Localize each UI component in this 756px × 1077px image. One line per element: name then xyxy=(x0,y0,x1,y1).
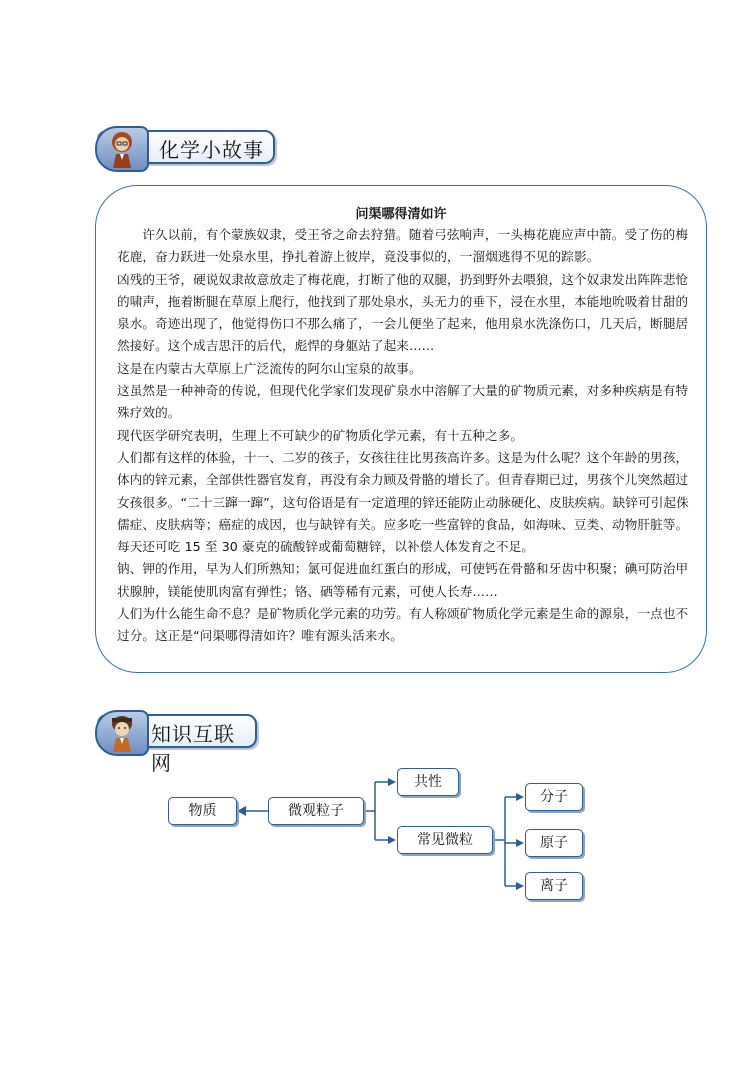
story-paragraph: 许久以前，有个蒙族奴隶，受王爷之命去狩猎。随着弓弦响声，一头梅花鹿应声中箭。受了伤的梅花鹿，奋力跃进一处泉水里，挣扎着游上彼岸，竟没事似的，一溜烟逃得不见的踪影。 xyxy=(117,227,689,265)
story-title: 问渠哪得清如许 xyxy=(355,207,447,222)
node-micro-particles: 微观粒子 xyxy=(268,797,364,825)
node-common-particles: 常见微粒 xyxy=(397,826,493,854)
story-paragraph: 现代医学研究表明，生理上不可缺少的矿物质化学元素，有十五种之多。 xyxy=(117,427,524,443)
node-molecule: 分子 xyxy=(525,783,583,811)
story-paragraph: 这虽然是一种神奇的传说，但现代化学家们发现矿泉水中溶解了大量的矿物质元素，对多种疾病是有特殊疗效的。 xyxy=(117,383,689,421)
section-title: 知识互联网 xyxy=(151,722,235,775)
node-ion: 离子 xyxy=(525,872,583,900)
node-matter: 物质 xyxy=(168,797,237,825)
section-title: 化学小故事 xyxy=(159,138,264,162)
node-commonality: 共性 xyxy=(397,768,459,796)
story-paragraph: 凶残的王爷，硬说奴隶故意放走了梅花鹿，打断了他的双腿，扔到野外去喂狼，这个奴隶发出阵阵悲怆的啸声，拖着断腿在草原上爬行，他找到了那处泉水，头无力的垂下，浸在水里，本能地吮吸着甘甜的泉水。奇迹出现了，他觉得伤口不那么痛了，一会儿便坐了起来，他用泉水洗涤伤口，几天后，断腿居然接好。这个成吉思汗的后代，彪悍的身躯站了起来…… xyxy=(117,271,689,354)
story-paragraph: 这是在内蒙古大草原上广泛流传的阿尔山宝泉的故事。 xyxy=(117,360,422,376)
story-paragraph: 人们为什么能生命不息？是矿物质化学元素的功劳。有人称颂矿物质化学元素是生命的源泉，一点也不过分。这正是“问渠哪得清如许？唯有源头活来水。 xyxy=(117,606,689,644)
story-paragraph: 人们都有这样的体验，十一、二岁的孩子，女孩往往比男孩高许多。这是为什么呢？这个年龄的男孩，体内的锌元素，全部供性器官发育，再没有余力顾及骨骼的增长了。但青春期已过，男孩个儿突然超过女孩很多。“二十三蹿一蹿”，这句俗语是有一定道理的锌还能防止动脉硬化、皮肤疾病。缺锌可引起侏儒症、皮肤病等；癌症的成因，也与缺锌有关。应多吃一些富锌的食品，如海味、豆类、动物肝脏等。每天还可吃 15 至 30 豪克的硫酸锌或葡萄糖锌，以补偿人体发育之不足。 xyxy=(117,449,689,555)
node-atom: 原子 xyxy=(525,829,583,857)
story-paragraph: 钠、钾的作用，早为人们所熟知；氯可促进血红蛋白的形成，可使钙在骨骼和牙齿中积聚；碘可防治甲状腺肿，镁能使肌肉富有弹性；铬、硒等稀有元素，可使人长寿…… xyxy=(117,561,689,599)
